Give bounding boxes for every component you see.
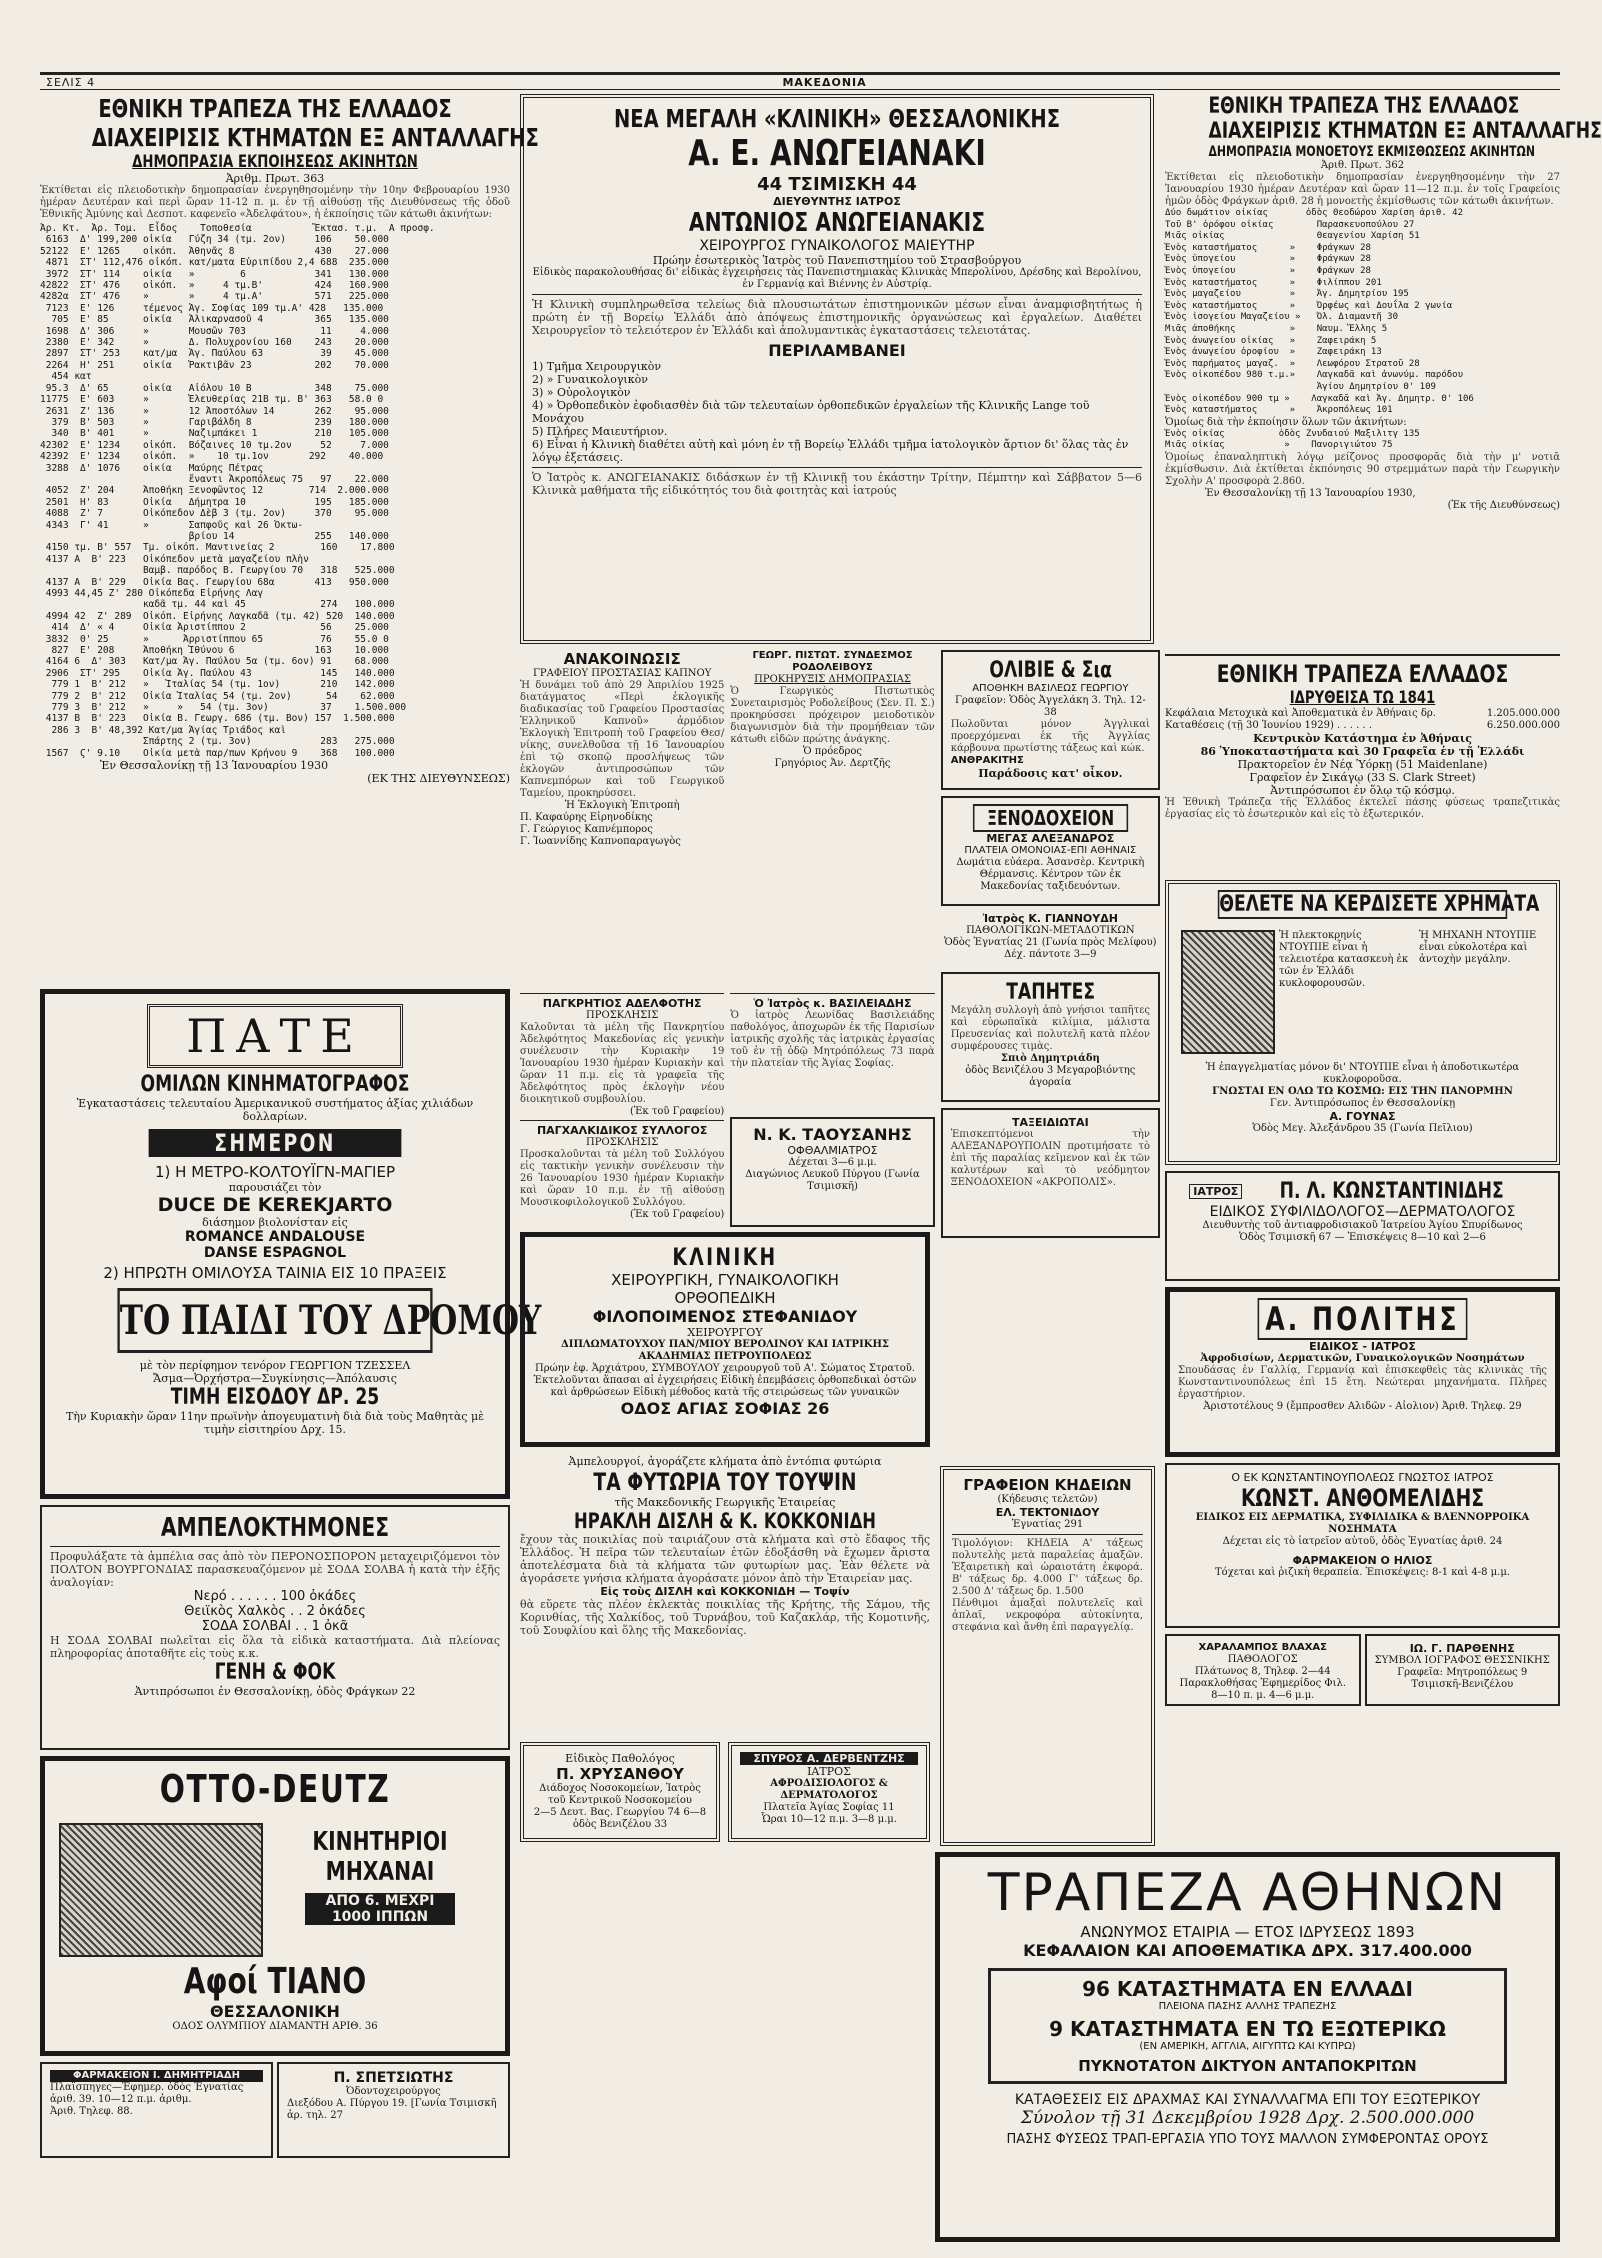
- dervenas-name: ΣΠΥΡΟΣ Α. ΔΕΡΒΕΝΤΖΗΣ: [740, 1752, 918, 1765]
- vine-title: ΑΜΠΕΛΟΚΤΗΜΟΝΕΣ: [160, 1513, 390, 1543]
- program-item-1: 1) Η ΜΕΤΡΟ-ΚΟΛΤΟΥΪΓΝ-ΜΑΓΙΕΡ: [154, 1163, 395, 1181]
- parthenis-name: ΙΩ. Γ. ΠΑΡΘΕΝΗΣ: [1409, 1642, 1515, 1655]
- today-banner: ΣΗΜΕΡΟΝ: [149, 1129, 402, 1157]
- rodoleivos-subtitle: ΠΡΟΚΗΡΥΞΙΣ ΔΗΜΟΠΡΑΣΙΑΣ: [754, 674, 911, 685]
- otto-product-2: ΜΗΧΑΝΑΙ: [325, 1857, 435, 1887]
- closing-date: Ἐν Θεσσαλονίκῃ τῇ 13 Ἰανουαρίου 1930: [100, 759, 329, 773]
- ad-subtitle: ΔΙΑΧΕΙΡΙΣΙΣ ΚΤΗΜΑΤΩΝ ΕΞ ΑΝΤΑΛΛΑΓΗΣ: [91, 123, 539, 152]
- gianoudis-desc: ΠΑΘΟΛΟΓΙΚΩΝ-ΜΕΤΑΔΟΤΙΚΩΝ: [966, 925, 1135, 936]
- rodoleivos-sign: Γρηγόριος Ἀν. Δερτζῆς: [774, 758, 891, 769]
- konst-name: Π. Λ. ΚΩΝΣΤΑΝΤΙΝΙΔΗΣ: [1279, 1179, 1505, 1204]
- hotel-ad: [941, 796, 1160, 906]
- ad-heading: ΔΗΜΟΠΡΑΣΙΑ ΕΚΠΟΙΗΣΕΩΣ ΑΚΙΝΗΤΩΝ: [132, 152, 418, 172]
- athens-bank-branches: [988, 1968, 1507, 2084]
- clinic2-cv-2: Πρώην ἐφ. Ἀρχιάτρου, ΣΥΜΒΟΥΛΟΥ χειρουργοῦ τοῦ Α'. Σώματος Στρατοῦ.: [535, 1363, 915, 1374]
- film-desc: μὲ τὸν περίφημον τενόρον ΓΕΩΡΓΙΟΝ ΤΖΕΣΣΕΛ: [139, 1359, 411, 1372]
- newspaper-name: ΜΑΚΕΔΟΝΙΑ: [776, 76, 872, 89]
- chrysanthou-hours: 2—5 Δευτ. Βας. Γεωργίου 74 6—8 ὁδὸς Βενιζέλου 33: [533, 1807, 707, 1830]
- vlachas-desc: ΠΑΘΟΛΟΓΟΣ: [1227, 1654, 1298, 1665]
- polites-desc: ΕΙΔΙΚΟΣ - ΙΑΤΡΟΣ: [1309, 1340, 1416, 1353]
- chalkidiki-sign: (Ἐκ τοῦ Γραφείου): [629, 1209, 725, 1220]
- anthom-pharmacy-text: Τόχεται καὶ ῥιζικὴ θεραπεία. Ἐπισκέψεις: 8-1 καὶ 4-8 μ.μ.: [1215, 1567, 1510, 1578]
- clinic-ad: [520, 94, 1154, 644]
- gianoudis-address: Ὁδὸς Ἐγνατίας 21 (Γωνία πρὸς Μελίφου) Δέχ. πάντοτε 3—9: [944, 937, 1157, 960]
- include-1: 1) Τμῆμα Χειρουργικὸν: [532, 360, 662, 373]
- taousanis-address: Διαγώνιος Λευκοῦ Πύργου (Γωνία Τσιμισκῆ): [745, 1169, 920, 1192]
- vine-address: Ἀντιπρόσωποι ἐν Θεσσαλονίκῃ, ὁδὸς Φράγκων 22: [134, 1685, 416, 1698]
- bank-of-athens-ad: [935, 1852, 1560, 2242]
- vine-body-2: Η ΣΟΔΑ ΣΟΛΒΑΙ πωλεῖται εἰς ὅλα τὰ εἰδικὰ καταστήματα. Διὰ πλείονας πληροφορίας ἀποταθῆτε εἰς τοὺς κ.κ.: [50, 1634, 500, 1660]
- travelers-ad: [941, 1108, 1160, 1238]
- dentist-desc: Ὀδοντοχειρούργος: [346, 2086, 441, 2097]
- include-2: 2) » Γυναικολογικὸν: [532, 373, 648, 386]
- hotel-title: ΞΕΝΟΔΟΧΕΙΟΝ: [973, 804, 1128, 832]
- parthenis-address: Γραφεῖα: Μητροπόλεως 9 Τσιμισκῆ-Βενιζέλου: [1397, 1667, 1528, 1690]
- include-5: 5) Πλήρες Μαιευτήριον.: [532, 425, 668, 438]
- gianoudis-name: Ἰατρὸς Κ. ΓΙΑΝΝΟΥΔΗ: [982, 912, 1118, 925]
- director-cv-1: Πρώην ἐσωτερικὸς Ἰατρὸς τοῦ Πανεπιστημίου τοῦ Στρασβούργου: [652, 254, 1022, 267]
- olivie-footer: Παράδοσις κατ' οἶκον.: [978, 767, 1123, 780]
- bank2-branch-3: Πρακτορεῖον ἐν Νέᾳ Ὑόρκῃ (51 Maidenlane): [1237, 758, 1488, 771]
- olivie-ad: [941, 650, 1160, 790]
- bank2-capital-label: Κεφάλαια Μετοχικὰ καὶ Ἀποθεματικὰ ἐν Ἀθήναις δρ.: [1165, 708, 1436, 719]
- vine-growers-ad: [40, 1505, 510, 1750]
- vlachas-hours: Παρακλοθήσας Ἐφημερίδος Φιλ. 8—10 π. μ. 4—6 μ.μ.: [1179, 1678, 1347, 1701]
- director-specialties: ΧΕΙΡΟΥΡΓΟΣ ΓΥΝΑΙΚΟΛΟΓΟΣ ΜΑΙΕΥΤΗΡ: [699, 238, 975, 254]
- lease-closing: Ὁμοίως ἐπαναληπτικὴ λόγῳ μείζονος προσφορᾶς διὰ τὴν μ' νοτιᾶ ἐκμίσθωσιν. Διὰ ἐκτίθεται ἐκπόνησις 90 στρεμμάτων παρὰ τὴν Γεωργικὴν Σχολὴν Α' προσφορὰ 2.860.: [1165, 451, 1560, 487]
- notice-sign-label: Ἡ Ἐκλογικὴ Ἐπιτροπὴ: [564, 800, 680, 811]
- athens-footer: ΠΑΣΗΣ ΦΥΣΕΩΣ ΤΡΑΠ-ΕΡΓΑΣΙΑ ΥΠΟ ΤΟΥΣ ΜΑΛΛΟΝ ΣΥΜΦΕΡΟΝΤΑΣ ΟΡΟΥΣ: [1006, 2132, 1489, 2147]
- machine-illustration: [1181, 930, 1275, 1054]
- clinic-footer: Ὁ Ἰατρὸς κ. ΑΝΩΓΕΙΑΝΑΚΙΣ διδάσκων ἐν τῇ Κλινικῇ του ἑκάστην Τρίτην, Πέμπτην καὶ Σάββατον 5—6 Κλινικὰ μαθήματα τῆς εἰδικότητός του διὰ φοιτητὰς καὶ ἰατρούς: [532, 471, 1142, 497]
- vlachas-ad: [1165, 1634, 1361, 1706]
- bank2-body: Ἡ Ἐθνικὴ Τράπεζα τῆς Ἑλλάδος ἐκτελεῖ πάσης φύσεως τραπεζιτικὰς ἐργασίας εἰς τὸ ἐσωτερικὸν καὶ εἰς τὸ ἐξωτερικόν.: [1165, 797, 1560, 820]
- konst-address: Ὁδὸς Τσιμισκῆ 67 — Ἐπισκέψεις 8—10 καὶ 2—6: [1239, 1232, 1486, 1243]
- olivie-title: ΟΛΙΒΙΕ & Σια: [989, 658, 1112, 683]
- clinic2-body: Ἐκτελοῦνται ἅπασαι αἱ ἐγχειρήσεις Εἰδικὴ ἐπεμβάσεις ὀρθοπεδικαὶ ὀστῶν καὶ ἀρθρώσεων Εἰδικὴ μέθοδος κατὰ τῆς στειρώσεως τῶν γυναικῶν: [533, 1375, 917, 1398]
- polites-address: Ἀριστοτέλους 9 (ἔμπροσθεν Αλιδῶν - Αἰολιον) Ἀριθ. Τηλεφ. 29: [1203, 1401, 1522, 1412]
- lease-listing: Δύο δωμάτιον οἰκίας ὁδὸς Θεοδώρου Χαρίση ἀριθ. 42 Τοῦ Β' ὀρόφου οἰκίας Παρασκευοπούλου 27 Μιᾶς οἰκίας Θεαγενίου Χαρίση 51 Ἑνὸς καταστήματος » Φράγκων 28 Ἑνὸς ὑπογείου » Φράγκων 28 Ἑνὸς ὑπογείου » Φράγκων 28 Ἑνὸς καταστήματος » Φιλίππου 201 Ἑνὸς μαγαζείου » Ἁγ. Δημητρίου 195 Ἑνὸς καταστήματος » Ὀρφέως καὶ Δουΐλα 2 γωνία Ἑνὸς ἰσογείου Μαγαζείου » Ὀλ. Διαμαντῆ 30 Μιᾶς ἀποθήκης » Ναυμ. Ἕλλης 5 Ἑνὸς ἀνωγείου οἰκίας » Ζαφειράκη 5 Ἑνὸς ἀνωγείου ὀροφίου » Ζαφειράκη 13 Ἑνὸς παρήματος μαγαζ. » Λεωφόρου Στρατοῦ 28 Ἑνὸς οἰκοπέδου 980 τ.μ.» Λαγκαδᾶ καὶ ἀνωνύμ. παρόδου Ἁγίου Δημητρίου Θ' 109 Ἑνὸς οἰκοπέδου 900 τμ » Λαγκαδᾶ καὶ Ἁγ. Δημητρ. Θ' 106 Ἑνὸς καταστήματος » Ἀκροπόλεως 101: [1165, 208, 1474, 416]
- clinic2-cv-1: ΔΙΠΛΩΜΑΤΟΥΧΟΥ ΠΑΝ/ΜΙΟΥ ΒΕΡΟΛΙΝΟΥ ΚΑΙ ΙΑΤΡΙΚΗΣ ΑΚΑΔΗΜΙΑΣ ΠΕΤΡΟΥΠΟΛΕΩΣ: [561, 1339, 889, 1362]
- dervenas-address: Πλατεῖα Ἁγίας Σοφίας 11: [763, 1802, 895, 1813]
- plants-body: ἔχουν τὰς ποικιλίας ποὺ ταιριάζουν στὰ κλήματα καὶ στὸ ἔδαφος τῆς Ἑλλάδος. Ἡ πεῖρα τῶν τελευταίων ἐτῶν ἐδοξάσθη νὰ ἔχωμεν ἄριστα ἀποτελέσματα διὰ τὰ κλήματα τῶν φυτωρίων μας. Ἐὰν θέλετε νὰ ἀγοράσετε γνήσια κλήματα ἀγοράσατε μόνον ἀπὸ τὴν Ἑταιρείαν μας.: [520, 1533, 930, 1585]
- program-item-1-sub: παρουσιάζει τὸν: [228, 1181, 322, 1194]
- film-sub: Ἄσμα—Ὀρχήστρα—Συγκίνησις—Ἀπόλαυσις: [153, 1372, 397, 1385]
- lease-intro: Ἐκτίθεται εἰς πλειοδοτικὴν δημοπρασίαν ἐνεργηθησομένην τὴν 27 Ἰανουαρίου 1930 ἡμέραν Δευτέραν καὶ ὥραν 11—12 π.μ. ἐν τοῖς Γραφείοις ἡμῶν ὁδὸς Φράγκων ἀριθ. 28 ἡ μονοετὴς ἐκμίσθωσις τῶν κάτωθι ἀκινήτων.: [1165, 172, 1560, 207]
- vine-row-2: Θειϊκὸς Χαλκὸς . . 2 ὀκάδες: [184, 1604, 366, 1619]
- lease-lots: Ἑνὸς οἰκίας ὁδὸς Ζνυδαιού Μαξιλιτγ 135 Μιᾶς οἰκίας » Πανοριγιώτου 75: [1165, 428, 1420, 451]
- carpets-address: ὁδὸς Βενιζέλου 3 Μεγαροβιόντης ἀγοραία: [965, 1065, 1136, 1088]
- chrysanthou-name: Π. ΧΡΥΣΑΝΘΟΥ: [556, 1765, 684, 1783]
- stefanidou-clinic-ad: [520, 1232, 930, 1447]
- anthom-pharmacy: ΦΑΡΜΑΚΕΙΟΝ Ο ΗΛΙΟΣ: [1292, 1554, 1433, 1567]
- clinic-address: 44 ΤΣΙΜΙΣΚΗ 44: [757, 174, 917, 195]
- carpets-ad: [941, 972, 1160, 1102]
- pankritios-body: Καλοῦνται τὰ μέλη τῆς Πανκρητίου Ἀδελφότητος Μακεδονίας εἰς γενικὴν συνέλευσιν τὴν Κυριακὴν 19 Ἰανουαρίου 1930 ἡμέραν Κυριακὴν καὶ ὥραν 11 π.μ. εἰς τὰ γραφεῖα τῆς Ἀδελφότητος πρὸς ἐκλογὴν νέου διοικητικοῦ συμβουλίου.: [520, 1022, 725, 1105]
- polites-body: Σπουδάσας ἐν Γαλλίᾳ, Γερμανίᾳ καὶ ἐπισκεφθεὶς τὰς κλινικὰς τῆς Κωνσταντινουπόλεως ἐπὶ 15 ἔτη. Νεώτεραι μηχανήματα. Πλῆρες ἐργαστήριον.: [1178, 1365, 1547, 1400]
- chalkidiki-body: Προσκαλοῦνται τὰ μέλη τοῦ Συλλόγου εἰς τακτικὴν γενικὴν συνέλευσιν τὴν 26 Ἰανουαρίου 1930 ἡμέραν Κυριακὴν καὶ ὥραν 10 π.μ. ἐν τῇ αἰθούσῃ Μουσικοφιλολογικοῦ Συλλόγου.: [520, 1149, 725, 1208]
- vine-body: Προφυλάξατε τὰ ἀμπέλια σας ἀπὸ τὸν ΠΕΡΟΝΟΣΠΟΡΟΝ μεταχειριζόμενοι τὸν ΠΟΛΤΟΝ ΒΟΥΡΓΟΝΔΙΑΣ παρασκευαζόμενον μὲ ΣΟΔΑ ΣΟΛΒΑ ἡ κατὰ τὴν ἑξῆς ἀναλογίαν:: [50, 1550, 500, 1589]
- notice-body: Ἡ δυνάμει τοῦ ἀπὸ 29 Ἀπριλίου 1925 διατάγματος «Περὶ ἐκλογικῆς διαδικασίας τοῦ Γραφείου Προστασίας Ἑλληνικοῦ Καπνοῦ» ἀρμόδιον Ἐκλογικὴ Ἐπιτροπὴ τοῦ Γραφείου Θεσ/νίκης, συνελθοῦσα τῇ 16 Ἰανουαρίου ἐπὶ τῷ σκοπῷ προσλήψεως τῶν ἐκλογῶν ἀντιπροσώπων τῶν Καπνεμπόρων καὶ τοῦ Γεωργικοῦ Ταμείου, προκηρύσσει.: [520, 680, 725, 799]
- piece-1: ROMANCE ANDALOUSE: [184, 1229, 366, 1245]
- cinema-ad: [40, 989, 542, 1499]
- clinic2-address: ΟΔΟΣ ΑΓΙΑΣ ΣΟΦΙΑΣ 26: [620, 1399, 830, 1418]
- film-title: ΤΟ ΠΑΙΔΙ ΤΟΥ ΔΡΟΜΟΥ: [117, 1288, 432, 1353]
- bank2-branch-4: Γραφεῖον ἐν Σικάγῳ (33 S. Clark Street): [1249, 771, 1476, 784]
- chrysanthou-title: Εἰδικὸς Παθολόγος: [565, 1752, 675, 1765]
- plants-body-2: θὰ εὕρετε τὰς πλέον ἐκλεκτὰς ποικιλίας τῆς Κρήτης, τῆς Σάμου, τῆς Κορινθίας, τῆς Χαλκίδος, τοῦ Τυρνάβου, τοῦ Καζακλάρ, τῆς Κομοτινῆς, τοῦ Σουφλίου καὶ ὅλης τῆς Μακεδονίας.: [520, 1598, 930, 1637]
- chalkidiki-subtitle: ΠΡΟΣΚΛΗΣΙΣ: [586, 1137, 659, 1148]
- clinic2-doctor-desc: ΧΕΙΡΟΥΡΓΟΥ: [687, 1326, 763, 1339]
- clinic2-title: ΚΛΙΝΙΚΗ: [672, 1243, 778, 1271]
- otto-dealer: Αφοί ΤΙΑΝΟ: [183, 1961, 367, 2002]
- cinema-note: Τὴν Κυριακὴν ὥραν 11ην πρωϊνὴν ἀπογευματινὴ διὰ διὰ τοὺς Μαθητὰς μὲ τιμὴν εἰσιτηρίου Δρχ. 15.: [65, 1410, 485, 1436]
- bank2-branch-5: Ἀντιπρόσωποι ἐν ὅλῳ τῷ κόσμῳ.: [1270, 784, 1455, 797]
- page-header: [40, 72, 1560, 90]
- dervenas-ad: [728, 1742, 930, 1842]
- bank-auction-ad: [40, 94, 539, 989]
- cinema-subtitle: ΟΜΙΛΩΝ ΚΙΝΗΜΑΤΟΓΡΑΦΟΣ: [140, 1072, 410, 1097]
- pankritios-subtitle: ΠΡΟΣΚΛΗΣΙΣ: [586, 1010, 659, 1021]
- director-name: ΑΝΤΩΝΙΟΣ ΑΝΩΓΕΙΑΝΑΚΙΣ: [688, 208, 986, 238]
- chrysanthou-desc: Διάδοχος Νοσοκομείων, Ἰατρὸς τοῦ Κεντρικοῦ Νοσοκομείου: [539, 1783, 701, 1806]
- lottery-title: ΘΕΛΕΤΕ ΝΑ ΚΕΡΔΙΣΕΤΕ ΧΡΗΜΑΤΑ: [1219, 892, 1540, 917]
- plants-title: ΤΑ ΦΥΤΩΡΙΑ ΤΟΥ ΤΟΥΨΙΝ: [593, 1468, 857, 1496]
- lease-lots-note: Ὁμοίως διὰ τὴν ἐκποίησιν ὅλων τῶν ἀκινήτων:: [1165, 416, 1407, 428]
- national-bank-ad: [1165, 654, 1560, 880]
- clinic2-line-1: ΧΕΙΡΟΥΡΓΙΚΗ, ΓΥΝΑΙΚΟΛΟΓΙΚΗ: [611, 1271, 839, 1289]
- hotel-name: ΜΕΓΑΣ ΑΛΕΞΑΝΔΡΟΣ: [986, 832, 1115, 845]
- small-ads-left: [40, 2062, 510, 2162]
- notice-sign-1: Π. Καφαύρης Εἰρηνοδίκης: [520, 812, 653, 823]
- column-left: [40, 94, 542, 2244]
- otto-range-1: ΑΠΟ 6. ΜΕΧΡΙ: [305, 1893, 455, 1909]
- center-lower-columns: [520, 650, 1160, 1595]
- ticket-price: ΤΙΜΗ ΕΙΣΟΔΟΥ ΔΡ. 25: [170, 1385, 380, 1410]
- otto-address: ΟΔΟΣ ΟΛΥΜΠΙΟΥ ΔΙΑΜΑΝΤΗ ΑΡΙΘ. 36: [172, 2021, 378, 2032]
- clinic2-line-2: ΟΡΘΟΠΕΔΙΚΗ: [674, 1289, 776, 1307]
- gianoudis-ad: [941, 912, 1160, 972]
- lease-title: ΕΘΝΙΚΗ ΤΡΑΠΕΖΑ ΤΗΣ ΕΛΛΑΔΟΣ: [1208, 94, 1520, 119]
- funeral-subtitle: (Κήδευσις τελετῶν): [997, 1494, 1098, 1505]
- olivie-body: Πωλοῦνται μόνον Ἀγγλικαὶ προερχόμεναι ἐκ τῆς Ἀγγλίας κάρβουνα πρωτίστης τάξεως καὶ κώκ.: [950, 719, 1150, 754]
- vasiliadis-body: Ὁ ἰατρὸς Λεωνίδας Βασιλειάδης παθολόγος, ἀποχωρῶν ἐκ τῆς Παρισίων ἰατρικῆς σχολῆς τὰς ἰατρικὰς ἐργασίας τοῦ ἐν τῇ ὁδῷ Μητρόπόλεως 73 παρὰ τὴν πλατείαν τῆς Ἁγίας Σοφίας.: [730, 1010, 935, 1069]
- dervenas-desc: ΙΑΤΡΟΣ: [807, 1765, 851, 1778]
- pharmacy-name: ΦΑΡΜΑΚΕΙΟΝ Ι. ΔΗΜΗΤΡΙΑΔΗ: [50, 2070, 263, 2082]
- plants-intro: Ἀμπελουργοί, ἀγοράζετε κλήματα ἀπὸ ἐντόπια φυτώρια: [568, 1455, 882, 1468]
- otto-range-2: 1000 ΙΠΠΩΝ: [305, 1909, 455, 1925]
- dentist-ad: [277, 2062, 510, 2158]
- athens-line-1: 96 ΚΑΤΑΣΤΗΜΑΤΑ ΕΝ ΕΛΛΑΔΙ: [1082, 1977, 1413, 2001]
- rodoleivos-notice: [730, 650, 934, 990]
- bank2-title: ΕΘΝΙΚΗ ΤΡΑΠΕΖΑ ΕΛΛΑΔΟΣ: [1216, 660, 1509, 688]
- funeral-title: ΓΡΑΦΕΙΟΝ ΚΗΔΕΙΩΝ: [963, 1476, 1132, 1494]
- bank2-branch-2: 86 Ὑποκαταστήματα καὶ 30 Γραφεῖα ἐν τῇ Ἑλλάδι: [1200, 745, 1525, 758]
- olivie-address: Γραφεῖον: Ὁδὸς Ἀγγελάκη 3. Τηλ. 12-38: [954, 695, 1146, 718]
- director-cv-2: Εἰδικὸς παρακολουθήσας δι' εἰδικὰς ἐγχειρήσεις τὰς Πανεπιστημιακὰς Κλινικὰς Μπερολίνου, Δρέσδης καὶ Βερολίνου, ἐν Γερμανίᾳ καὶ Βιέννης ἐν Αὐστρίᾳ.: [532, 267, 1142, 290]
- lottery-dealer-desc: Γεν. Ἀντιπρόσωπος ἐν Θεσσαλονίκῃ: [1269, 1098, 1456, 1109]
- lottery-dealer-label: ΓΝΩΣΤΑΙ ΕΝ ΟΛΩ ΤΩ ΚΟΣΜΩ: ΕΙΣ ΤΗΝ ΠΑΝΟΡΜΗΝ: [1212, 1086, 1513, 1097]
- otto-brand: OTTO-DEUTZ: [159, 1767, 391, 1811]
- funeral-address: Ἐγνατίας 291: [1011, 1519, 1084, 1530]
- vlachas-address: Πλάτωνος 8, Τηλεφ. 2—44: [1194, 1666, 1331, 1677]
- lease-subtitle: ΔΙΑΧΕΙΡΙΣΙΣ ΚΤΗΜΑΤΩΝ ΕΞ ΑΝΤΑΛΛΑΓΗΣ: [1208, 119, 1602, 144]
- page-number: ΣΕΛΙΣ 4: [40, 76, 101, 89]
- rodoleivos-sign-label: Ὁ πρόεδρος: [803, 746, 862, 757]
- athens-line-2b: (ΕΝ ΑΜΕΡΙΚΗ, ΑΓΓΛΙΑ, ΑΙΓΥΠΤΩ ΚΑΙ ΚΥΠΡΩ): [1139, 2041, 1356, 2052]
- plants-firm: ΗΡΑΚΛΗ ΔΙΣΛΗ & Κ. ΚΟΚΚΟΝΙΔΗ: [574, 1509, 876, 1533]
- dupuis-machine-ad: [1165, 880, 1560, 1165]
- travelers-title: ΤΑΞΕΙΔΙΩΤΑΙ: [1012, 1116, 1089, 1129]
- funeral-body-2: Πένθιμοι ἀμαξαὶ πολυτελεῖς καὶ ἁπλαῖ, νεκροφόρα αὐτοκίνητα, στεφάνια καὶ ἄνθη ἐπὶ παραγγελίᾳ.: [952, 1598, 1143, 1633]
- bank2-founded: ΙΔΡΥΘΕΙΣΑ ΤΩ 1841: [1289, 688, 1436, 708]
- lottery-body-2: Ἡ ΜΗΧΑΝΗ ΝΤΟΥΠΙΕ εἶναι εὐκολοτέρα καὶ ἀντοχὴν μεγάλην.: [1419, 930, 1537, 965]
- taousanis-hours: Δέχεται 3—6 μ.μ.: [788, 1157, 877, 1168]
- piece-2: DANSE ESPAGNOL: [203, 1245, 347, 1261]
- clinic-title: ΝΕΑ ΜΕΓΑΛΗ «ΚΛΙΝΙΚΗ» ΘΕΣΣΑΛΟΝΙΚΗΣ: [613, 104, 1061, 133]
- taousanis-ad: [730, 1117, 934, 1227]
- pharmacy-text: Πλαϊσπηγες—Ἐφημερ. ὁδὸς Ἐγνατίας ἀριθ. 39. 10—12 π.μ. ἀριθμ.: [50, 2082, 244, 2105]
- athens-deposits: ΚΑΤΑΘΕΣΕΙΣ ΕΙΣ ΔΡΑΧΜΑΣ ΚΑΙ ΣΥΝΑΛΛΑΓΜΑ ΕΠΙ ΤΟΥ ΕΞΩΤΕΡΙΚΟΥ: [1014, 2092, 1481, 2108]
- bank2-deposits-value: 6.250.000.000: [1486, 720, 1560, 731]
- anthom-spec: ΕΙΔΙΚΟΣ ΕΙΣ ΔΕΡΜΑΤΙΚΑ, ΣΥΦΙΛΙΔΙΚΑ & ΒΛΕΝΝΟΡΡΟΙΚΑ ΝΟΣΗΜΑΤΑ: [1195, 1512, 1530, 1535]
- konstantinidis-ad: [1165, 1171, 1560, 1281]
- athens-line-1b: ΠΛΕΙΟΝΑ ΠΑΣΗΣ ΑΛΛΗΣ ΤΡΑΠΕΖΗΣ: [1158, 2001, 1337, 2012]
- plants-subtitle: τῆς Μακεδονικῆς Γεωργικῆς Ἑταιρείας: [614, 1496, 836, 1509]
- hotel-body: Δωμάτια εὐάερα. Ἀσανσὲρ. Κεντρικὴ Θέρμανσις. Κέντρον τῶν ἐκ Μακεδονίας ταξιδευόντων.: [956, 857, 1145, 892]
- dervenas-spec: ΑΦΡΟΔΙΣΙΟΛΟΓΟΣ & ΔΕΡΜΑΤΟΛΟΓΟΣ: [770, 1778, 888, 1801]
- pharmacy-ad: [40, 2062, 273, 2158]
- lease-protocol: Ἀριθ. Πρωτ. 362: [1320, 160, 1405, 171]
- vine-row-3: ΣΟΔΑ ΣΟΛΒΑΙ . . 1 ὀκᾶ: [201, 1619, 349, 1634]
- plants-contact: Εἰς τοὺς ΔΙΣΛΗ καὶ ΚΟΚΚΟΝΙΔΗ — Τοψίν: [600, 1585, 850, 1598]
- engine-illustration: [59, 1823, 263, 1957]
- olivie-sub: ΑΝΘΡΑΚΙΤΗΣ: [950, 755, 1024, 766]
- pankritios-title: ΠΑΓΚΡΗΤΙΟΣ ΑΔΕΛΦΟΤΗΣ: [542, 997, 702, 1010]
- dentist-text: Διεξόδου Α. Πύργου 19. [Γωνία Τσιμισκῆ ἀρ. τηλ. 27: [287, 2098, 497, 2121]
- bank2-branch-1: Κεντρικὸν Κατάστημα ἐν Ἀθήναις: [1253, 732, 1472, 745]
- otto-product-1: ΚΙΝΗΤΗΡΙΟΙ: [312, 1827, 448, 1857]
- clinic-company: Α. Ε. ΑΝΩΓΕΙΑΝΑΚΙ: [688, 133, 986, 174]
- dervenas-hours: Ὧραι 10—12 π.μ. 3—8 μ.μ.: [761, 1814, 897, 1825]
- anthomelidis-ad: [1165, 1463, 1560, 1628]
- lottery-footer: Ἡ ἐπαγγελματίας μόνον δι' ΝΤΟΥΠΙΕ εἶναι ἡ ἀποδοτικωτέρα κυκλοφοροῦσα.: [1205, 1062, 1520, 1085]
- lease-heading: ΔΗΜΟΠΡΑΣΙΑ ΜΟΝΟΕΤΟΥΣ ΕΚΜΙΣΘΩΣΕΩΣ ΑΚΙΝΗΤΩΝ: [1208, 144, 1535, 160]
- konst-label: ΙΑΤΡΟΣ: [1189, 1184, 1242, 1199]
- performer-name: DUCE DE KEREKJARTO: [157, 1194, 393, 1216]
- lease-closing-date: Ἐν Θεσσαλονίκῃ τῇ 13 Ἰανουαρίου 1930,: [1205, 487, 1416, 499]
- vine-firm: ΓΕΝΗ & ΦΟΚ: [214, 1660, 336, 1685]
- includes-title: ΠΕΡΙΛΑΜΒΑΝΕΙ: [768, 341, 906, 360]
- athens-line-2: 9 ΚΑΤΑΣΤΗΜΑΤΑ ΕΝ ΤΩ ΕΞΩΤΕΡΙΚΩ: [1049, 2017, 1446, 2041]
- olivie-subtitle: ΑΠΟΘΗΚΗ ΒΑΣΙΛΕΩΣ ΓΕΩΡΓΙΟΥ: [972, 683, 1129, 694]
- chrysanthou-ad: [520, 1742, 720, 1842]
- small-ads-right: [1165, 1634, 1560, 1709]
- carpets-title: ΤΑΠΗΤΕΣ: [1005, 980, 1095, 1005]
- ad-title: ΕΘΝΙΚΗ ΤΡΑΠΕΖΑ ΤΗΣ ΕΛΛΑΔΟΣ: [98, 94, 452, 123]
- pharmacy-tel: Ἀριθ. Τηλεφ. 88.: [50, 2106, 133, 2117]
- ad-intro: Ἐκτίθεται εἰς πλειοδοτικὴν δημοπρασίαν ἐνεργηθησομένην τὴν 10ην Φεβρουαρίου 1930 ἡμέραν Δευτέραν καὶ περὶ ὥραν 11-12 π. μ. ἐν τῇ αἰθούσῃ τῆς Διευθύνσεως τῆς ὁδοῦ Ἐθνικῆς Ἀμύνης καὶ Δεσποτ. καφενεῖο «Ἀδελφάτου», ἡ ἐκποίησις τῶν κάτωθι ἀκινήτων:: [40, 185, 510, 220]
- rodoleivos-body: Ὁ Γεωργικὸς Πιστωτικὸς Συνεταιρισμὸς Ροδολείβους (Σεν. Π. Σ.) προκηρύσσει πρόχειρον μειοδοτικὸν διαγωνισμὸν διὰ τὴν προμήθειαν τῶν κάτωθι εἰδῶν πρώτης ἀνάγκης.: [730, 686, 935, 745]
- anthom-name: ΚΩΝΣΤ. ΑΝΘΟΜΕΛΙΔΗΣ: [1240, 1484, 1485, 1512]
- lottery-body-1: Ἡ πλεκτοκρηνίς ΝΤΟΥΠΙΕ εἶναι ἡ τελειοτέρα κατασκευὴ ἐκ τῶν ἐν Ἑλλάδι κυκλοφορουσῶν.: [1279, 930, 1409, 989]
- director-label: ΔΙΕΥΘΥΝΤΗΣ ΙΑΤΡΟΣ: [773, 195, 901, 208]
- athens-bank-capital: ΚΕΦΑΛΑΙΟΝ ΚΑΙ ΑΠΟΘΕΜΑΤΙΚΑ ΔΡΧ. 317.400.000: [1023, 1941, 1472, 1960]
- anthom-hours: Δέχεται εἰς τὸ ἰατρεῖον αὐτοῦ, ὁδὸς Ἐγνατίας ἀριθ. 24: [1222, 1536, 1503, 1547]
- funeral-ad: [940, 1466, 1155, 1846]
- cinema-tagline: Ἐγκαταστάσεις τελευταίου Ἀμερικανικοῦ συστήματος ἀξίας χιλιάδων δολλαρίων.: [76, 1097, 474, 1123]
- taousanis-name: Ν. Κ. ΤΑΟΥΣΑΝΗΣ: [753, 1125, 912, 1144]
- hotel-address: ΠΛΑΤΕΙΑ ΟΜΟΝΟΙΑΣ-ΕΠΙ ΑΘΗΝΑΙΣ: [964, 845, 1137, 856]
- lottery-dealer: Α. ΓΟΥΝΑΣ: [1329, 1110, 1396, 1123]
- parthenis-desc: ΣΥΜΒΟΛ ΙΟΓΡΑΦΟΣ ΘΕΣΣΝΙΚΗΣ: [1374, 1655, 1550, 1666]
- athens-bank-subtitle: ΑΝΩΝΥΜΟΣ ΕΤΑΙΡΙΑ — ΕΤΟΣ ΙΔΡΥΣΕΩΣ 1893: [1080, 1923, 1415, 1941]
- otto-city: ΘΕΣΣΑΛΟΝΙΚΗ: [210, 2002, 340, 2021]
- bank2-capital-value: 1.205.000.000: [1486, 708, 1560, 719]
- include-3: 3) » Οὐρολογικὸν: [532, 386, 631, 399]
- sub-column-b: [730, 650, 934, 1595]
- pankritios-notice: [520, 997, 724, 1117]
- protocol-number: Ἀριθμ. Πρωτ. 363: [225, 172, 325, 185]
- konst-cv: Διευθυντὴς τοῦ ἀντιαφροδισιακοῦ Ἰατρείου Ἀγίου Σπυρίδωνος: [1202, 1220, 1523, 1231]
- include-4: 4) » Ὀρθοπεδικὸν ἐφοδιασθὲν διὰ τῶν τελευταίων ὀρθοπεδικῶν ἐργαλείων τῆς Κλινικῆς Lange τοῦ Μονάχου: [532, 399, 1090, 425]
- include-6: 6) Εἶναι ἡ Κλινικὴ διαθέτει αὐτὴ καὶ μόνη ἐν τῇ Βορείῳ Ἑλλάδι τμῆμα ἰατολογικὸν ἄρτιον δι' ὅλας τὰς ἐν λόγῳ ἐξετάσεις.: [532, 438, 1129, 464]
- property-listing: Ἀρ. Κτ. Ἀρ. Τομ. Εἶδος Τοποθεσία Ἔκτασ. τ.μ. Α προσφ. 6163 Δ' 199,200 οἰκία Γύζη 34 (τμ. 2ον) 106 50.000 52122 Ε' 1265 οἰκόπ. Ἀθηνᾶς 8 430 27.000 4871 ΣΤ' 112,476 οἰκόπ. κατ/ματα Εὐριπίδου 2,4 688 235.000 3972 ΣΤ' 114 οἰκία » 6 341 130.000 42822 ΣΤ' 476 οἰκόπ. » 4 τμ.Β' 424 160.900 4282α ΣΤ' 476 » » 4 τμ.Α' 571 225.000 7123 Ε' 126 τέμενος Ἁγ. Σοφίας 109 τμ.Α' 428 135.000 705 Ε' 85 οἰκία Ἀλικαρνασοῦ 4 365 135.000 1698 Δ' 306 » Μουσῶν 703 11 4.000 2380 Ε' 342 » Δ. Πολυχρονίου 160 243 20.000 2897 ΣΤ' 253 κατ/μα Ἁγ. Παύλου 63 39 45.000 2264 Η' 251 οἰκία Ῥακτιβᾶν 23 202 70.000 454 κατ 95.3 Δ' 65 οἰκία Αἰόλου 10 Β 348 75.000 11775 Ε' 603 » Ἐλευθερίας 21Β τμ. Β' 363 58.0 0 2631 Ζ' 136 » 12 Ἀποστόλων 14 262 95.000 379 Β' 503 » Γαριβάλδη 8 239 180.000 340 Β' 401 » Ναζιμπάκει 1 210 105.000 42302 Ε' 1234 οἰκόπ. Βόζαινες 10 τμ.2ον 52 7.000 42392 Ε' 1234 οἰκόπ. » 10 τμ.1ον 292 40.000 3288 Δ' 1076 οἰκία Μαύρης Πέτρας ἔναντι Ἀκροπόλεως 75 97 22.000 4052 Ζ' 204 Ἀποθήκη Ξενοφῶντος 12 714 2.000.000 2501 Η' 83 Οἰκία Δήμητρα 10 195 185.000 4088 Ζ' 7 Οἰκόπεδον Δὲβ 3 (τμ. 2ον) 370 95.000 4343 Γ' 41 » Σαπφοῦς καὶ 26 Ὀκτω- βρίου 14 255 140.000 4150 τμ. Β' 557 Τμ. οἰκόπ. Μαντινείας 2 160 17.800 4137 Α Β' 223 Οἰκόπεδον μετὰ μαγαζείου πλὴν Βαμβ. παρόδος Β. Γεωργίου 70 318 525.000 4137 Α Β' 229 Οἰκία Βας. Γεωργίου 68α 413 950.000 4993 44,45 Ζ' 280 Οἰκόπεδα Εἰρήνης Λαγ καδᾶ τμ. 44 καὶ 45 274 100.000 4994 42 Ζ' 289 Οἰκόπ. Εἰρήνης Λαγκαδᾶ (τμ. 42) 520 140.000 414 Δ' « 4 Οἰκία Ἀριστίππου 2 56 25.000 3832 Θ' 25 » Ἀρριστίππου 65 76 55.0 0 827 Ε' 208 Ἀποθήκη Ἰθύνου 6 163 10.000 4164 6 Δ' 303 Κατ/μα Ἁγ. Παύλου 5α (τμ. 6ον) 91 68.000 2906 ΣΤ' 295 Οἰκία Ἁγ. Παύλου 43 145 140.000 779 1 Β' 212 » Ἰταλίας 54 (τμ. 1ον) 210 142.000 779 2 Β' 212 Οἰκία Ἰταλίας 54 (τμ. 2ον) 54 62.000 779 3 Β' 212 » » 54 (τμ. 3ον) 37 1.500.000 4137 Β Β' 223 Οἰκία Β. Γεωργ. 686 (τμ. Βον) 157 1.500.000 286 3 Β' 48,392 Κατ/μα Ἁγίας Τριάδος καὶ Σπάρτης 2 (τμ. 3ον) 283 275.000 1567 Ϛ' 9.10 Οἰκία μετὰ παρ/πων Κρήνου 9 368 100.000: [40, 223, 435, 759]
- carpets-firm: Σπιὸ Δημητριάδη: [1000, 1053, 1100, 1064]
- notice-subtitle: ΓΡΑΦΕΙΟΥ ΠΡΟΣΤΑΣΙΑΣ ΚΑΠΝΟΥ: [532, 668, 712, 679]
- lottery-dealer-address: Ὁδὸς Μεγ. Ἀλεξάνδρου 35 (Γωνία Πεῖλιου): [1252, 1123, 1473, 1134]
- tobacco-notice: [520, 650, 724, 990]
- bank2-deposits-label: Καταθέσεις (τῇ 30 Ἰουνίου 1929) . . . . . .: [1165, 720, 1373, 731]
- vasiliadis-title: Ὁ Ἰατρὸς κ. ΒΑΣΙΛΕΙΑΔΗΣ: [753, 997, 912, 1010]
- pankritios-sign: (Ἐκ τοῦ Γραφείου): [629, 1106, 725, 1117]
- notice-title: ΑΝΑΚΟΙΝΩΣΙΣ: [563, 650, 681, 668]
- cinema-name: ΠΑΤΕ: [147, 1004, 403, 1068]
- konst-specialty: ΕΙΔΙΚΟΣ ΣΥΦΙΛΙΔΟΛΟΓΟΣ—ΔΕΡΜΑΤΟΛΟΓΟΣ: [1209, 1204, 1516, 1220]
- dentist-name: Π. ΣΠΕΤΣΙΩΤΗΣ: [333, 2070, 454, 2086]
- signature: (ΕΚ ΤΗΣ ΔΙΕΥΘΥΝΣΕΩΣ): [367, 772, 510, 786]
- otto-deutz-ad: [40, 1756, 510, 2056]
- vasiliadis-notice: [730, 997, 934, 1117]
- bank-lease-ad: [1165, 94, 1602, 654]
- clinic-body: Ἡ Κλινικὴ συμπληρωθεῖσα τελείως διὰ πλουσιωτάτων ἐπιστημονικῶν μέσων εἶναι ἀναμφισβητήτως ἡ πρώτη ἐν τῇ Βορείῳ Ἑλλάδι ἀπὸ ἀπόψεως ἐπιστημονικῆς ὀργανώσεως καὶ ἐργαλείων. Διαθέτει Χειρουργεῖον τὸ τελειότερον ἐν Ἑλλάδι καὶ ἀπολυμαντικὰς ἐγκαταστάσεις τελειοτάτας.: [532, 298, 1142, 337]
- clinic2-doctor: ΦΙΛΟΠΟΙΜΕΝΟΣ ΣΤΕΦΑΝΙΔΟΥ: [592, 1307, 858, 1326]
- notice-sign-3: Γ. Ἰωαννίδης Καπνοπαραγωγὸς: [520, 836, 681, 847]
- sub-column-c: [941, 650, 1160, 1595]
- performer-desc: διάσημον βιολονίσταν εἰς: [202, 1216, 348, 1229]
- anthom-intro: Ο ΕΚ ΚΩΝΣΤΑΝΤΙΝΟΥΠΟΛΕΩΣ ΓΝΩΣΤΟΣ ΙΑΤΡΟΣ: [1231, 1471, 1494, 1484]
- notice-sign-2: Γ. Γεώργιος Καπνέμπορος: [520, 824, 653, 835]
- vine-row-1: Νερό . . . . . . 100 ὀκάδες: [193, 1589, 357, 1604]
- sub-column-a: [520, 650, 724, 1595]
- athens-total: Σύνολον τῇ 31 Δεκεμβρίου 1928 Δρχ. 2.500.000.000: [1020, 2108, 1475, 2128]
- chalkidiki-notice: [520, 1124, 724, 1244]
- polites-spec: Ἀφροδισίων, Δερματικῶν, Γυναικολογικῶν Νοσημάτων: [1200, 1353, 1525, 1364]
- polites-ad: [1165, 1287, 1560, 1457]
- taousanis-specialty: ΟΦΘΑΛΜΙΑΤΡΟΣ: [787, 1144, 878, 1157]
- vlachas-name: ΧΑΡΑΛΑΜΠΟΣ ΒΛΑΧΑΣ: [1198, 1642, 1327, 1653]
- athens-line-3: ΠΥΚΝΟΤΑΤΟΝ ΔΙΚΤΥΟΝ ΑΝΤΑΠΟΚΡΙΤΩΝ: [1078, 2057, 1417, 2075]
- athens-bank-title: ΤΡΑΠΕΖΑ ΑΘΗΝΩΝ: [987, 1863, 1508, 1923]
- carpets-body: Μεγάλη συλλογὴ ἀπὸ γνήσιοι ταπῆτες καὶ εὐρωπαϊκὰ κιλίμια, μάλιστα Πρευσενίας καὶ πολυτελῆ κατὰ πλέον συμφέρουσες τιμὰς.: [950, 1005, 1150, 1052]
- funeral-name: ΕΛ. ΤΕΚΤΟΝΙΔΟΥ: [995, 1506, 1100, 1519]
- plant-nursery-ad: [520, 1455, 930, 1735]
- rodoleivos-title: ΓΕΩΡΓ. ΠΙΣΤΩΤ. ΣΥΝΔΕΣΜΟΣ ΡΟΔΟΛΕΙΒΟΥΣ: [752, 650, 913, 673]
- program-item-2: 2) ΗΠΡΩΤΗ ΟΜΙΛΟΥΣΑ ΤΑΙΝΙΑ ΕΙΣ 10 ΠΡΑΞΕΙΣ: [103, 1264, 447, 1282]
- funeral-body: Τιμολόγιον: ΚΗΔΕΙΑ Α' τάξεως πολυτελὴς μετὰ παραλείας ἀμαξῶν. Ἐξαιρετικὴ καὶ ὡραιοτάτη ἐκφορά. Β' τάξεως δρ. 4.000 Γ' τάξεως δρ. 2.500 Δ' τάξεως δρ. 1.500: [952, 1538, 1143, 1597]
- travelers-body: Ἐπισκεπτόμενοι τὴν ΑΛΕΞΑΝΔΡΟΥΠΟΛΙΝ προτιμήσατε τὸ ἐπὶ τῆς παραλίας κεῖμενον καὶ ἐκ τῶν καλυτέρων καὶ τὸ νεόδμητον ΞΕΝΟΔΟΧΕΙΟΝ «ΑΚΡΟΠΟΛΙΣ».: [950, 1129, 1150, 1188]
- lease-signature: (Ἐκ τῆς Διευθύνσεως): [1447, 499, 1560, 511]
- parthenis-ad: [1365, 1634, 1561, 1706]
- polites-name: Α. ΠΟΛΙΤΗΣ: [1258, 1298, 1468, 1340]
- chalkidiki-title: ΠΑΓΧΑΛΚΙΔΙΚΟΣ ΣΥΛΛΟΓΟΣ: [536, 1124, 708, 1137]
